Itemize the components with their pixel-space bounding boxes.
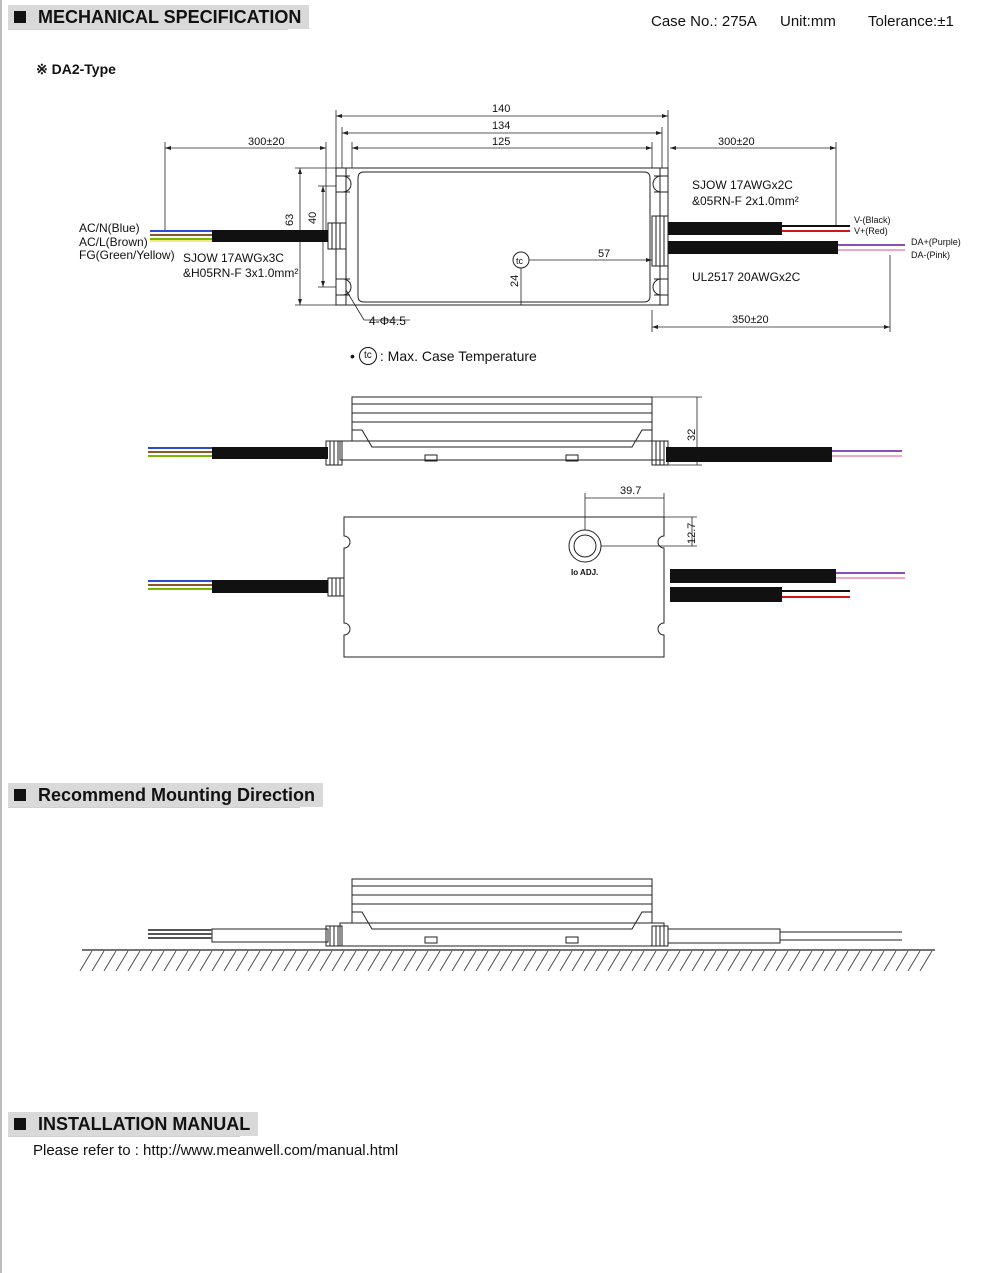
hatch-line [500,951,512,971]
io-adjust-knob-icon [574,535,596,557]
hatch-line [860,951,872,971]
hatch-line [392,951,404,971]
label-ul-cable: UL2517 20AWGx2C [692,270,801,284]
hatch-line [344,951,356,971]
type-label: ※ DA2-Type [36,61,116,77]
hatch-line [536,951,548,971]
label-ac-l: AC/L(Brown) [79,235,148,249]
label-output-cable-1: SJOW 17AWGx2C [692,178,793,192]
hatch-line [296,951,308,971]
hatch-line [404,951,416,971]
section-underline [8,807,300,808]
hatch-line [692,951,704,971]
hatch-line [80,951,92,971]
label-da-minus: DA-(Pink) [911,250,951,260]
dim-24: 24 [509,274,521,287]
dim-40: 40 [307,211,319,224]
hatch-line [572,951,584,971]
hatch-line [620,951,632,971]
hatch-line [464,951,476,971]
label-da-plus: DA+(Purple) [911,237,961,247]
tolerance-label: Tolerance:±1 [868,13,954,30]
tc-legend-icon: tc [359,347,377,365]
hatch-line [128,951,140,971]
label-v-plus: V+(Red) [854,226,888,236]
hatch-line [728,951,740,971]
dim-125: 125 [492,136,511,148]
hatch-line [272,951,284,971]
hatch-line [548,951,560,971]
top-view-glands [328,216,668,266]
hatch-line [452,951,464,971]
dim-300-right: 300±20 [718,136,755,148]
label-input-cable-1: SJOW 17AWGx3C [183,251,284,265]
top-view-cables [150,222,905,254]
hatch-line [608,951,620,971]
hatch-line [896,951,908,971]
dim-134: 134 [492,120,511,132]
label-fg: FG(Green/Yellow) [79,248,175,262]
side-view [326,397,702,465]
hatch-line [872,951,884,971]
hatch-line [812,951,824,971]
dim-39-7: 39.7 [620,485,642,497]
label-v-minus: V-(Black) [854,215,891,225]
hatch-line [632,951,644,971]
hatch-line [368,951,380,971]
dim-57: 57 [598,248,611,260]
label-input-cable-2: &H05RN-F 3x1.0mm² [183,266,299,280]
hatch-line [176,951,188,971]
hatch-line [524,951,536,971]
hatch-line [140,951,152,971]
bottom-view-cables [148,569,905,602]
hatch-line [476,951,488,971]
hatch-line [800,951,812,971]
hatch-line [920,951,932,971]
hatch-line [428,951,440,971]
hatch-line [512,951,524,971]
label-io-adj: Io ADJ. [571,568,599,577]
hatch-line [788,951,800,971]
section-title: INSTALLATION MANUAL [38,1113,251,1134]
hatch-line [752,951,764,971]
mounting-view [82,879,935,950]
tc-marker-label: tc [516,256,524,266]
dim-350: 350±20 [732,314,769,326]
hatch-line [308,951,320,971]
dim-32: 32 [686,428,698,441]
hatch-line [212,951,224,971]
label-mounting-holes: 4-Φ4.5 [369,314,406,328]
section-underline [8,1136,240,1137]
hatch-line [380,951,392,971]
hatch-line [164,951,176,971]
hatch-line [152,951,164,971]
section-title: Recommend Mounting Direction [38,784,316,805]
tc-legend-text: : Max. Case Temperature [379,348,537,364]
top-view-case [336,168,668,305]
dim-63: 63 [284,213,296,226]
unit-label: Unit:mm [780,13,836,30]
hatch-line [560,951,572,971]
hatch-line [656,951,668,971]
hatch-line [596,951,608,971]
hatch-line [884,951,896,971]
hatch-line [188,951,200,971]
dim-12-7: 12.7 [686,522,698,544]
hatch-line [284,951,296,971]
installation-manual-link[interactable]: Please refer to : http://www.meanwell.com/manual.html [33,1142,399,1159]
hatch-line [104,951,116,971]
label-output-cable-2: &05RN-F 2x1.0mm² [692,194,799,208]
hatch-line [836,951,848,971]
tc-legend [350,347,537,365]
section-title: MECHANICAL SPECIFICATION [38,6,302,27]
hatch-line [644,951,656,971]
section-header-installation [8,1112,258,1136]
hatch-line [248,951,260,971]
hatch-line [224,951,236,971]
dim-140: 140 [492,103,511,115]
hatch-line [668,951,680,971]
hatch-line [440,951,452,971]
hatch-line [116,951,128,971]
mounting-view-wires [148,930,212,938]
section-bullet-icon [14,1118,26,1130]
hatch-line [488,951,500,971]
hatch-line [776,951,788,971]
hatch-line [320,951,332,971]
hatch-line [848,951,860,971]
hatch-line [584,951,596,971]
hatch-line [356,951,368,971]
hatch-line [716,951,728,971]
hatch-line [740,951,752,971]
hatch-line [764,951,776,971]
bullet-dot: • [350,348,355,364]
hatch-line [200,951,212,971]
hatch-line [416,951,428,971]
hatch-line [332,951,344,971]
hatch-line [908,951,920,971]
label-ac-n: AC/N(Blue) [79,221,140,235]
section-header-mounting [8,783,323,807]
hatch-line [236,951,248,971]
hatch-line [680,951,692,971]
case-number: Case No.: 275A [651,13,757,30]
section-bullet-icon [14,789,26,801]
hatch-line [260,951,272,971]
hatch-line [824,951,836,971]
ground-hatch [80,951,932,971]
hatch-line [92,951,104,971]
bottom-view [328,493,697,657]
hatch-line [704,951,716,971]
dim-300-left: 300±20 [248,136,285,148]
